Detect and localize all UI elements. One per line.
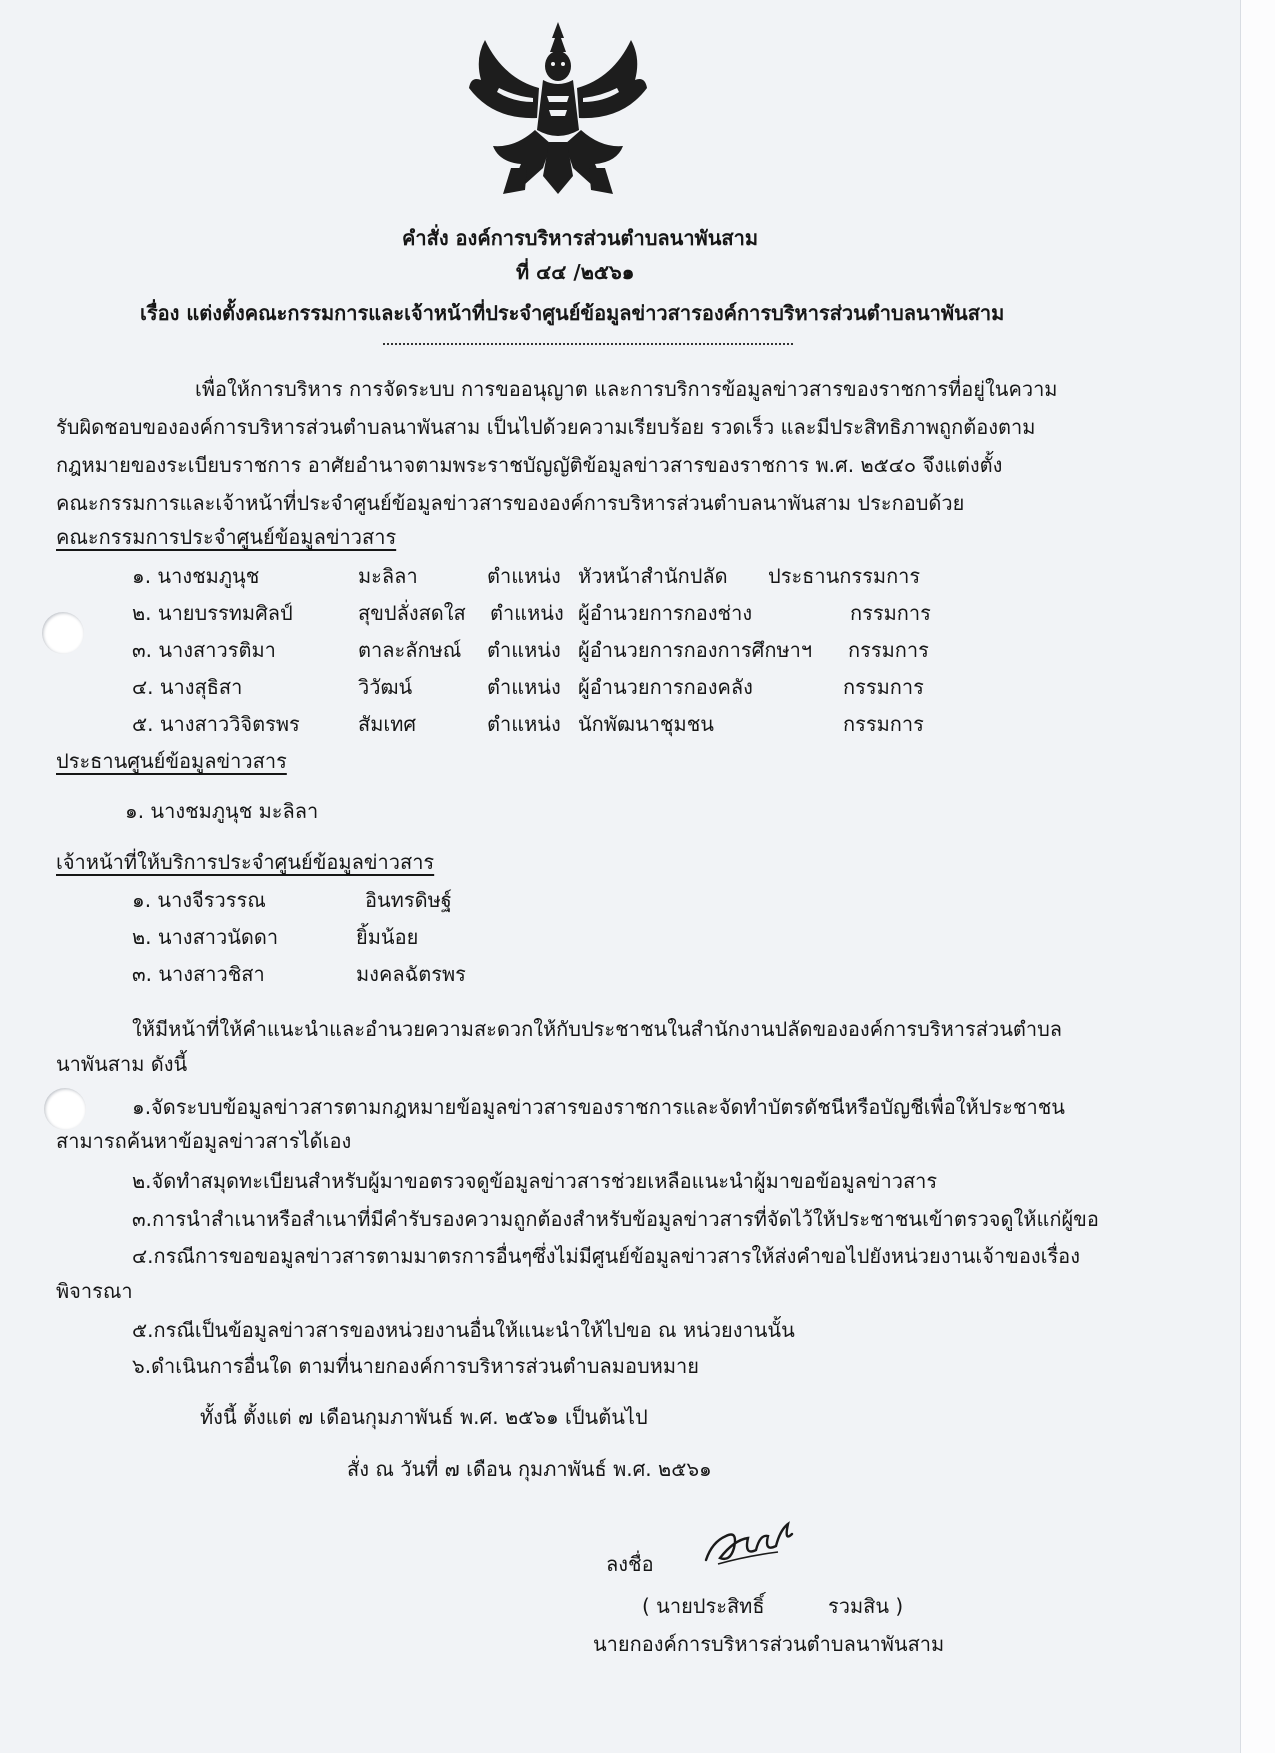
handwritten-signature [698,1512,798,1574]
duties-intro: ให้มีหน้าที่ให้คำแนะนำและอำนวยความสะดวกให้กับประชาชนในสำนักงานปลัดขององค์การบริหารส่วนตำบล [132,1017,1063,1041]
intro-line: กฎหมายของระเบียบราชการ อาศัยอำนาจตามพระราชบัญญัติข้อมูลข่าวสารของราชการ พ.ศ. ๒๕๔๐ จึงแต่งตั้ง [56,453,1003,477]
order-date: สั่ง ณ วันที่ ๗ เดือน กุมภาพันธ์ พ.ศ. ๒๕๖๑ [347,1457,712,1481]
signer-position: นายกองค์การบริหารส่วนตำบลนาพันสาม [593,1632,945,1656]
order-number: ที่ ๔๔ /๒๕๖๑ [516,260,635,284]
intro-line: เพื่อให้การบริหาร การจัดระบบ การขออนุญาต และการบริการข้อมูลข่าวสารของราชการที่อยู่ในความ [195,377,1058,401]
garuda-emblem [463,18,653,203]
committee-member-position-label: ตำแหน่ง [487,564,561,588]
duty-item: ๖.ดำเนินการอื่นใด ตามที่นายกองค์การบริหารส่วนตำบลมอบหมาย [132,1354,699,1378]
committee-member-position: ผู้อำนวยการกองช่าง [578,601,753,625]
committee-member-surname: สุขปลั่งสดใส [358,601,466,625]
committee-member-role: กรรมการ [843,675,924,699]
committee-member-position-label: ตำแหน่ง [487,712,561,736]
separator-dots [383,343,793,345]
signature-label: ลงชื่อ [606,1552,654,1576]
committee-member-role: กรรมการ [850,601,931,625]
committee-member-name: ๕. นางสาววิจิตรพร [132,712,300,736]
committee-member-position: ผู้อำนวยการกองการศึกษาฯ [578,638,813,662]
signer-name-close: รวมสิน ) [828,1594,904,1618]
duty-item-continued: สามารถค้นหาข้อมูลข่าวสารได้เอง [56,1129,352,1153]
staff-member-surname: มงคลฉัตรพร [356,962,466,986]
staff-member-surname: อินทรดิษฐ์ [365,888,452,912]
duty-item: ๓.การนำสำเนาหรือสำเนาที่มีคำรับรองความถูกต้องสำหรับข้อมูลข่าวสารที่จัดไว้ให้ประชาชนเข้าตรวจดูให้แก่ผู้ขอ [132,1207,1099,1231]
committee-member-position-label: ตำแหน่ง [487,638,561,662]
duties-intro: นาพันสาม ดังนี้ [56,1052,188,1076]
chair-member: ๑. นางชมภูนุช มะลิลา [125,799,319,823]
duty-item: ๑.จัดระบบข้อมูลข่าวสารตามกฎหมายข้อมูลข่าวสารของราชการและจัดทำบัตรดัชนีหรือบัญชีเพื่อให้ประชาชน [132,1095,1065,1119]
committee-member-position: นักพัฒนาชุมชน [578,712,714,736]
page-edge [1240,0,1275,1753]
intro-line: รับผิดชอบขององค์การบริหารส่วนตำบลนาพันสาม เป็นไปด้วยความเรียบร้อย รวดเร็ว และมีประสิทธิภาพถูกต้องตาม [56,415,1036,439]
committee-member-position: ผู้อำนวยการกองคลัง [578,675,753,699]
staff-member-name: ๒. นางสาวนัดดา [132,925,279,949]
order-subject: เรื่อง แต่งตั้งคณะกรรมการและเจ้าหน้าที่ประจำศูนย์ข้อมูลข่าวสารองค์การบริหารส่วนตำบลนาพันสาม [140,301,1005,325]
committee-member-surname: วิวัฒน์ [358,675,413,699]
intro-line: คณะกรรมการและเจ้าหน้าที่ประจำศูนย์ข้อมูลข่าวสารขององค์การบริหารส่วนตำบลนาพันสาม ประกอบด้วย [56,491,965,515]
staff-heading: เจ้าหน้าที่ให้บริการประจำศูนย์ข้อมูลข่าวสาร [56,850,435,874]
chair-heading: ประธานศูนย์ข้อมูลข่าวสาร [56,749,287,773]
duty-item-continued: พิจารณา [56,1279,133,1303]
committee-member-surname: มะลิลา [358,564,418,588]
committee-heading: คณะกรรมการประจำศูนย์ข้อมูลข่าวสาร [56,525,397,549]
staff-member-name: ๓. นางสาวชิสา [132,962,265,986]
order-title: คำสั่ง องค์การบริหารส่วนตำบลนาพันสาม [402,226,759,250]
committee-member-name: ๒. นายบรรทมศิลป์ [132,601,293,625]
committee-member-position-label: ตำแหน่ง [490,601,564,625]
committee-member-surname: สัมเทศ [358,712,417,736]
duty-item: ๒.จัดทำสมุดทะเบียนสำหรับผู้มาขอตรวจดูข้อมูลข่าวสารช่วยเหลือแนะนำผู้มาขอข้อมูลข่าวสาร [132,1169,938,1193]
punch-hole [44,1088,86,1130]
effective-date: ทั้งนี้ ตั้งแต่ ๗ เดือนกุมภาพันธ์ พ.ศ. ๒๕๖๑ เป็นต้นไป [200,1405,648,1429]
committee-member-name: ๓. นางสาวรติมา [132,638,276,662]
committee-member-role: กรรมการ [848,638,929,662]
committee-member-role: กรรมการ [843,712,924,736]
committee-member-surname: ตาละลักษณ์ [358,638,462,662]
punch-hole [42,612,84,654]
duty-item: ๕.กรณีเป็นข้อมูลข่าวสารของหน่วยงานอื่นให้แนะนำให้ไปขอ ณ หน่วยงานนั้น [132,1318,795,1342]
committee-member-role: ประธานกรรมการ [768,564,921,588]
committee-member-position: หัวหน้าสำนักปลัด [578,564,728,588]
signer-name-open: ( นายประสิทธิ์ [642,1594,765,1618]
committee-member-position-label: ตำแหน่ง [487,675,561,699]
duty-item: ๔.กรณีการขอขอมูลข่าวสารตามมาตรการอื่นๆซึ่งไม่มีศูนย์ข้อมูลข่าวสารให้ส่งคำขอไปยังหน่วยงานเจ้าของเรื่อง [132,1244,1080,1268]
staff-member-surname: ยิ้มน้อย [356,925,419,949]
committee-member-name: ๔. นางสุธิสา [132,675,243,699]
committee-member-name: ๑. นางชมภูนุช [132,564,260,588]
staff-member-name: ๑. นางจีรวรรณ [132,888,266,912]
